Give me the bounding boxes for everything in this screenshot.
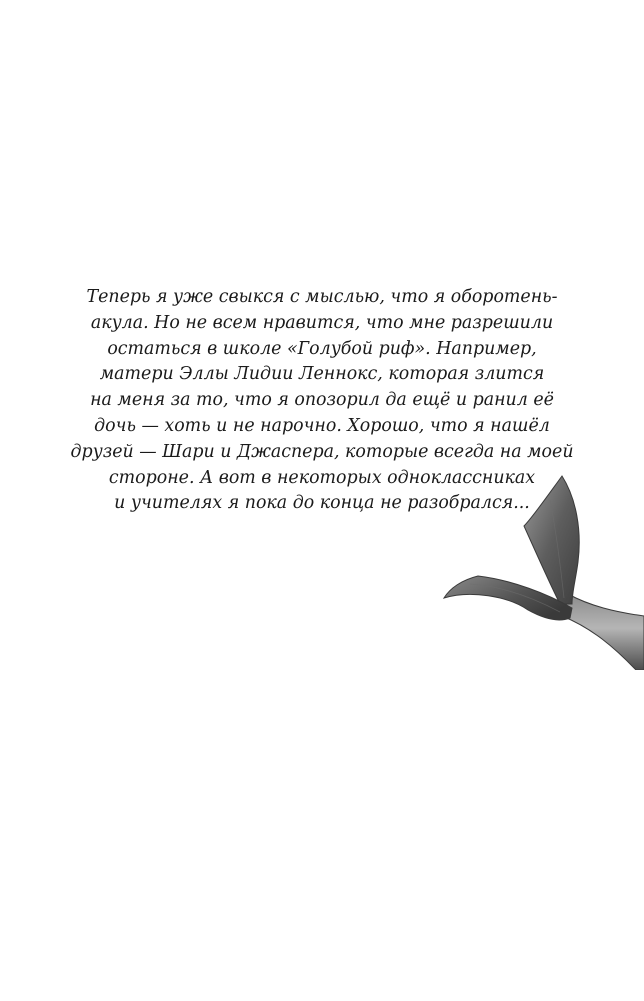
paragraph-line: на меня за то, что я опозорил да ещё и ранил её [90,390,554,411]
paragraph-line: друзей — Шари и Джаспера, которые всегда на моей [70,441,574,462]
paragraph-line: дочь — хоть и не нарочно. Хорошо, что я нашёл [94,415,550,436]
shark-tail-icon [400,470,644,670]
paragraph-line: акула. Но не всем нравится, что мне разрешили [90,312,554,333]
paragraph-line: стороне. А вот в некоторых одноклассниках [108,467,536,488]
paragraph-line: остаться в школе «Голубой риф». Например, [107,338,537,359]
paragraph-line: матери Эллы Лидии Леннокс, которая злится [99,364,545,385]
paragraph-line: и учителях я пока до конца не разобрался... [114,493,530,514]
paragraph-line: Теперь я уже свыкся с мыслью, что я оборотень- [86,287,558,307]
